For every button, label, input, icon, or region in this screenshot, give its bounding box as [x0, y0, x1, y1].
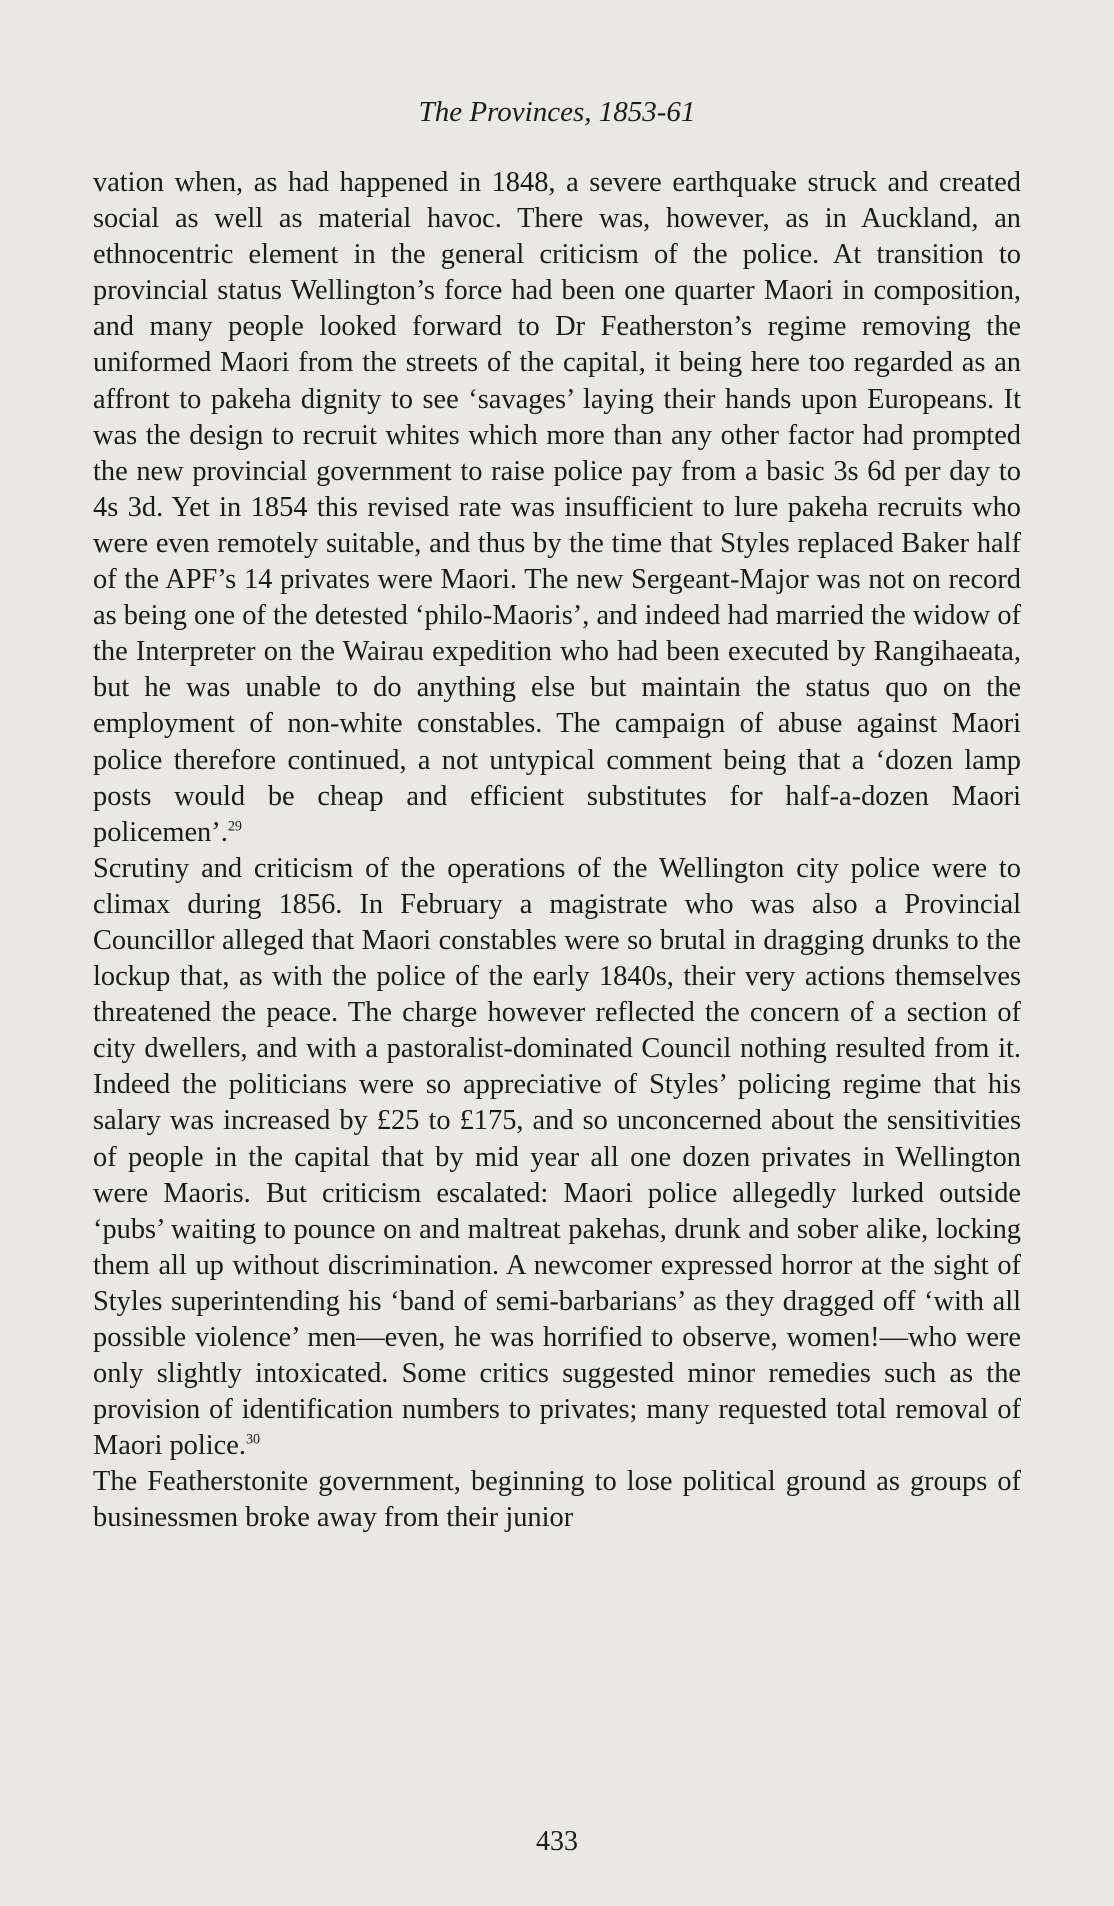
- footnote-ref: 30: [245, 1431, 261, 1448]
- paragraph-text: vation when, as had happened in 1848, a severe earthquake struck and created social as well as material havoc. There was, however, as in Auckland, an ethnocentric element in the general criticism of the police. At transition to provincial status Wellington’s force had been one quarter Maori in composition, and many people looked forward to Dr Featherston’s regime removing the uniformed Maori from the streets of the capital, it being here too regarded as an affront to pakeha dignity to see ‘savages’ laying their hands upon Europeans. It was the design to recruit whites which more than any other factor had prompted the new provincial government to raise police pay from a basic 3s 6d per day to 4s 3d. Yet in 1854 this revised rate was insufficient to lure pakeha recruits who were even remotely suitable, and thus by the time that Styles replaced Baker half of the APF’s 14 privates were Maori. The new Sergeant-Major was not on record as being one of the detested ‘philo-Maoris’, and indeed had married the widow of the Interpreter on the Wairau expedition who had been executed by Rangihaeata, but he was unable to do anything else but maintain the status quo on the employment of non-white constables. The campaign of abuse against Maori police therefore continued, a not untypical comment being that a ‘dozen lamp posts would be cheap and efficient substitutes for half-a-dozen Maori policemen’.: [93, 167, 1021, 848]
- paragraph-text: The Featherstonite government, beginning to lose political ground as groups of businessmen broke away from their junior: [93, 1466, 1021, 1534]
- paragraph-2: [93, 851, 1021, 1465]
- paragraph-1: [93, 165, 1021, 851]
- paragraph-3: [93, 1464, 1021, 1536]
- body-text: [93, 165, 1021, 1537]
- paragraph-text: Scrutiny and criticism of the operations of the Wellington city police were to climax during 1856. In February a magistrate who was also a Provincial Councillor alleged that Maori constables were so brutal in dragging drunks to the lockup that, as with the police of the early 1840s, their very actions themselves threatened the peace. The charge however reflected the concern of a section of city dwellers, and with a pastoralist-dominated Council nothing resulted from it. Indeed the politicians were so appreciative of Styles’ policing regime that his salary was increased by £25 to £175, and so unconcerned about the sensitivities of people in the capital that by mid year all one dozen privates in Wellington were Maoris. But criticism escalated: Maori police allegedly lurked outside ‘pubs’ waiting to pounce on and maltreat pakehas, drunk and sober alike, locking them all up without discrimination. A newcomer expressed horror at the sight of Styles superintending his ‘band of semi-barbarians’ as they dragged off ‘with all possible violence’ men—even, he was horrified to observe, women!—who were only slightly intoxicated. Some critics suggested minor remedies such as the provision of identification numbers to privates; many requested total removal of Maori police.: [93, 852, 1021, 1462]
- page-number: 433: [536, 1826, 578, 1857]
- running-head: The Provinces, 1853-61: [418, 96, 696, 128]
- footnote-ref: 29: [227, 818, 242, 835]
